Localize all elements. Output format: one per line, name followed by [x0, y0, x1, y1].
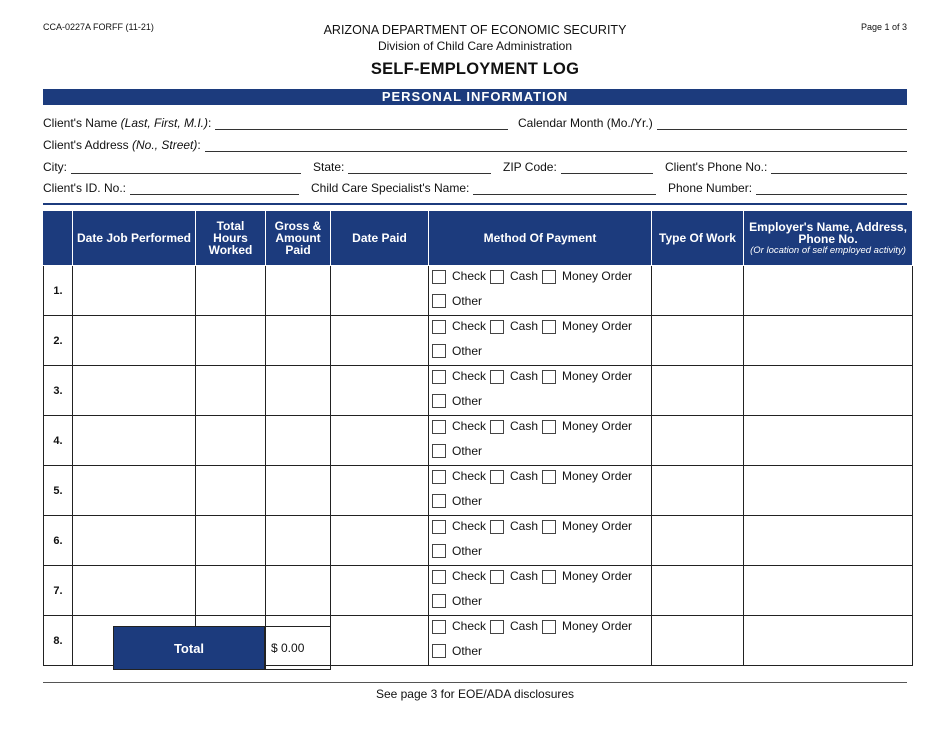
method-of-payment-cell [429, 466, 652, 516]
header-row-number [44, 211, 73, 266]
city-field[interactable] [43, 160, 301, 174]
other-checkbox[interactable] [432, 594, 446, 608]
cash-label: Cash [510, 619, 539, 633]
payment-option-other[interactable] [432, 591, 482, 612]
date-paid-cell[interactable] [331, 466, 429, 516]
payment-option-check[interactable] [432, 616, 486, 637]
method-of-payment-cell [429, 266, 652, 316]
money-order-label: Money Order [562, 469, 633, 483]
total-hours-cell[interactable] [196, 266, 266, 316]
total-hours-cell[interactable] [196, 316, 266, 366]
cash-label: Cash [510, 419, 539, 433]
row-number: 6. [44, 516, 73, 566]
total-hours-cell[interactable] [196, 516, 266, 566]
date-paid-cell[interactable] [331, 566, 429, 616]
date-paid-cell[interactable] [331, 616, 429, 666]
zip-input[interactable] [561, 161, 653, 174]
specialist-field[interactable] [311, 181, 656, 195]
date-paid-cell[interactable] [331, 416, 429, 466]
agency-name: ARIZONA DEPARTMENT OF ECONOMIC SECURITY [323, 23, 627, 37]
payment-option-money-order[interactable] [542, 566, 632, 587]
form-code: CCA-0227A FORFF (11-21) [43, 22, 154, 32]
client-id-label: Client's ID. No.: [43, 181, 126, 195]
header-gross-amount: Gross & Amount Paid [266, 211, 331, 266]
personal-row-3 [43, 156, 907, 174]
personal-row-1 [43, 112, 907, 130]
date-job-cell[interactable] [73, 416, 196, 466]
employer-cell[interactable] [744, 466, 913, 516]
payment-options [429, 366, 651, 415]
gross-amount-cell[interactable] [266, 316, 331, 366]
payment-option-money-order[interactable] [542, 366, 632, 387]
other-checkbox[interactable] [432, 344, 446, 358]
payment-option-cash[interactable] [490, 516, 538, 537]
payment-option-other[interactable] [432, 291, 482, 312]
client-phone-field[interactable] [665, 160, 907, 174]
payment-option-cash[interactable] [490, 466, 538, 487]
payment-option-check[interactable] [432, 366, 486, 387]
client-name-input[interactable] [215, 117, 508, 130]
check-label: Check [452, 319, 487, 333]
header-employer-title: Employer's Name, Address, Phone No. [749, 219, 907, 246]
employer-cell[interactable] [744, 616, 913, 666]
date-paid-cell[interactable] [331, 316, 429, 366]
cash-label: Cash [510, 469, 539, 483]
table-row [44, 266, 913, 316]
type-of-work-cell[interactable] [652, 316, 744, 366]
date-paid-cell[interactable] [331, 366, 429, 416]
zip-label: ZIP Code: [503, 160, 557, 174]
date-job-cell[interactable] [73, 316, 196, 366]
employer-cell[interactable] [744, 566, 913, 616]
employer-cell[interactable] [744, 266, 913, 316]
page-number: Page 1 of 3 [860, 22, 907, 32]
header-date-paid: Date Paid [331, 211, 429, 266]
payment-options [429, 316, 651, 365]
payment-option-money-order[interactable] [542, 516, 632, 537]
page-title: SELF-EMPLOYMENT LOG [370, 60, 580, 78]
specialist-label: Child Care Specialist's Name: [311, 181, 470, 195]
cash-checkbox[interactable] [490, 570, 504, 584]
client-id-field[interactable] [43, 181, 299, 195]
other-checkbox[interactable] [432, 444, 446, 458]
client-name-label: Client's Name (Last, First, M.I.): [43, 116, 212, 130]
total-amount-field[interactable]: $ 0.00 [265, 626, 331, 670]
client-phone-input[interactable] [771, 161, 907, 174]
date-paid-cell[interactable] [331, 266, 429, 316]
payment-option-cash[interactable] [490, 266, 538, 287]
state-input[interactable] [348, 161, 491, 174]
phone-number-label: Phone Number: [668, 181, 753, 195]
method-of-payment-cell [429, 316, 652, 366]
zip-field[interactable] [503, 160, 653, 174]
money-order-checkbox[interactable] [542, 270, 556, 284]
check-label: Check [452, 419, 487, 433]
check-label: Check [452, 369, 487, 383]
date-job-cell[interactable] [73, 516, 196, 566]
payment-option-money-order[interactable] [542, 466, 632, 487]
footer-divider [43, 682, 907, 683]
payment-option-cash[interactable] [490, 416, 538, 437]
table-row [44, 366, 913, 416]
money-order-checkbox[interactable] [542, 370, 556, 384]
cash-checkbox[interactable] [490, 520, 504, 534]
table-row [44, 466, 913, 516]
money-order-label: Money Order [562, 419, 633, 433]
money-order-checkbox[interactable] [542, 420, 556, 434]
payment-option-money-order[interactable] [542, 316, 632, 337]
employer-cell[interactable] [744, 366, 913, 416]
other-label: Other [452, 593, 483, 608]
other-checkbox[interactable] [432, 544, 446, 558]
client-name-field[interactable] [43, 116, 508, 130]
payment-options [429, 466, 651, 515]
other-label: Other [452, 393, 483, 408]
header-type-of-work: Type Of Work [652, 211, 744, 266]
client-phone-label: Client's Phone No.: [665, 160, 768, 174]
payment-option-other[interactable] [432, 391, 482, 412]
client-address-label: Client's Address (No., Street): [43, 138, 201, 152]
payment-option-check[interactable] [432, 516, 486, 537]
table-header-row [44, 211, 913, 266]
cash-checkbox[interactable] [490, 320, 504, 334]
check-label: Check [452, 269, 487, 283]
payment-option-cash[interactable] [490, 566, 538, 587]
row-number: 2. [44, 316, 73, 366]
gross-amount-cell[interactable] [266, 516, 331, 566]
method-of-payment-cell [429, 566, 652, 616]
type-of-work-cell[interactable] [652, 366, 744, 416]
other-checkbox[interactable] [432, 494, 446, 508]
cash-checkbox[interactable] [490, 620, 504, 634]
check-label: Check [452, 469, 487, 483]
check-label: Check [452, 519, 487, 533]
total-hours-cell[interactable] [196, 566, 266, 616]
gross-amount-cell[interactable] [266, 416, 331, 466]
cash-checkbox[interactable] [490, 470, 504, 484]
payment-options [429, 566, 651, 615]
type-of-work-cell[interactable] [652, 616, 744, 666]
check-checkbox[interactable] [432, 370, 446, 384]
payment-options [429, 266, 651, 315]
cash-label: Cash [510, 519, 539, 533]
header-total-hours: Total Hours Worked [196, 211, 266, 266]
payment-option-cash[interactable] [490, 366, 538, 387]
client-id-input[interactable] [130, 182, 299, 195]
payment-options [429, 416, 651, 465]
payment-option-money-order[interactable] [542, 416, 632, 437]
payment-options [429, 516, 651, 565]
calendar-month-input[interactable] [657, 117, 907, 130]
cash-label: Cash [510, 269, 539, 283]
employer-cell[interactable] [744, 516, 913, 566]
gross-amount-cell[interactable] [266, 466, 331, 516]
row-number: 7. [44, 566, 73, 616]
other-label: Other [452, 643, 483, 658]
payment-option-check[interactable] [432, 316, 486, 337]
method-of-payment-cell [429, 616, 652, 666]
payment-option-check[interactable] [432, 566, 486, 587]
method-of-payment-cell [429, 416, 652, 466]
table-body [44, 266, 913, 666]
payment-option-cash[interactable] [490, 616, 538, 637]
other-label: Other [452, 293, 483, 308]
type-of-work-cell[interactable] [652, 566, 744, 616]
state-label: State: [313, 160, 345, 174]
payment-option-cash[interactable] [490, 316, 538, 337]
check-label: Check [452, 569, 487, 583]
gross-amount-cell[interactable] [266, 366, 331, 416]
personal-row-2 [43, 134, 907, 152]
phone-number-input[interactable] [756, 182, 907, 195]
personal-row-4 [43, 177, 907, 195]
table-row [44, 316, 913, 366]
cash-label: Cash [510, 569, 539, 583]
money-order-label: Money Order [562, 519, 633, 533]
date-job-cell[interactable] [73, 566, 196, 616]
phone-number-field[interactable] [668, 181, 907, 195]
other-checkbox[interactable] [432, 294, 446, 308]
row-number: 8. [44, 616, 73, 666]
table-row [44, 516, 913, 566]
header-method-of-payment: Method Of Payment [429, 211, 652, 266]
row-number: 1. [44, 266, 73, 316]
cash-label: Cash [510, 319, 539, 333]
date-job-cell[interactable] [73, 266, 196, 316]
type-of-work-cell[interactable] [652, 266, 744, 316]
client-address-field[interactable] [43, 138, 907, 152]
payment-options [429, 616, 651, 665]
state-field[interactable] [313, 160, 491, 174]
city-input[interactable] [71, 161, 301, 174]
other-label: Other [452, 443, 483, 458]
total-hours-cell[interactable] [196, 416, 266, 466]
check-checkbox[interactable] [432, 520, 446, 534]
other-checkbox[interactable] [432, 644, 446, 658]
division-name: Division of Child Care Administration [377, 39, 573, 53]
payment-option-other[interactable] [432, 491, 482, 512]
money-order-checkbox[interactable] [542, 470, 556, 484]
payment-option-check[interactable] [432, 466, 486, 487]
money-order-label: Money Order [562, 269, 633, 283]
type-of-work-cell[interactable] [652, 416, 744, 466]
header-employer [744, 211, 913, 266]
header-date-job: Date Job Performed [73, 211, 196, 266]
payment-option-money-order[interactable] [542, 616, 632, 637]
self-employment-log-table [43, 210, 913, 666]
cash-checkbox[interactable] [490, 420, 504, 434]
row-number: 5. [44, 466, 73, 516]
payment-option-money-order[interactable] [542, 266, 632, 287]
date-job-cell[interactable] [73, 366, 196, 416]
gross-amount-cell[interactable] [266, 266, 331, 316]
money-order-label: Money Order [562, 369, 633, 383]
method-of-payment-cell [429, 516, 652, 566]
city-label: City: [43, 160, 67, 174]
header-employer-subtitle: (Or location of self employed activity) [750, 244, 906, 256]
check-checkbox[interactable] [432, 320, 446, 334]
other-label: Other [452, 343, 483, 358]
payment-option-check[interactable] [432, 266, 486, 287]
type-of-work-cell[interactable] [652, 516, 744, 566]
total-label: Total [113, 626, 265, 670]
footer-note: See page 3 for EOE/ADA disclosures [375, 687, 575, 701]
specialist-input[interactable] [473, 182, 656, 195]
money-order-checkbox[interactable] [542, 520, 556, 534]
method-of-payment-cell [429, 366, 652, 416]
total-hours-cell[interactable] [196, 366, 266, 416]
gross-amount-cell[interactable] [266, 566, 331, 616]
table-row [44, 416, 913, 466]
cash-checkbox[interactable] [490, 270, 504, 284]
table-row [44, 566, 913, 616]
type-of-work-cell[interactable] [652, 466, 744, 516]
section-divider [43, 203, 907, 205]
money-order-checkbox[interactable] [542, 570, 556, 584]
employer-cell[interactable] [744, 316, 913, 366]
check-checkbox[interactable] [432, 270, 446, 284]
check-checkbox[interactable] [432, 570, 446, 584]
check-checkbox[interactable] [432, 420, 446, 434]
check-checkbox[interactable] [432, 470, 446, 484]
personal-information-header: PERSONAL INFORMATION [43, 89, 907, 105]
calendar-month-field[interactable] [518, 116, 907, 130]
other-checkbox[interactable] [432, 394, 446, 408]
employer-cell[interactable] [744, 416, 913, 466]
calendar-month-label: Calendar Month (Mo./Yr.) [518, 116, 653, 130]
cash-label: Cash [510, 369, 539, 383]
money-order-label: Money Order [562, 569, 633, 583]
cash-checkbox[interactable] [490, 370, 504, 384]
money-order-label: Money Order [562, 319, 633, 333]
payment-option-other[interactable] [432, 341, 482, 362]
total-hours-cell[interactable] [196, 466, 266, 516]
money-order-checkbox[interactable] [542, 320, 556, 334]
row-number: 3. [44, 366, 73, 416]
payment-option-other[interactable] [432, 441, 482, 462]
date-job-cell[interactable] [73, 466, 196, 516]
date-paid-cell[interactable] [331, 516, 429, 566]
money-order-label: Money Order [562, 619, 633, 633]
payment-option-check[interactable] [432, 416, 486, 437]
check-checkbox[interactable] [432, 620, 446, 634]
payment-option-other[interactable] [432, 541, 482, 562]
payment-option-other[interactable] [432, 641, 482, 662]
other-label: Other [452, 543, 483, 558]
other-label: Other [452, 493, 483, 508]
row-number: 4. [44, 416, 73, 466]
money-order-checkbox[interactable] [542, 620, 556, 634]
check-label: Check [452, 619, 487, 633]
client-address-input[interactable] [205, 139, 907, 152]
